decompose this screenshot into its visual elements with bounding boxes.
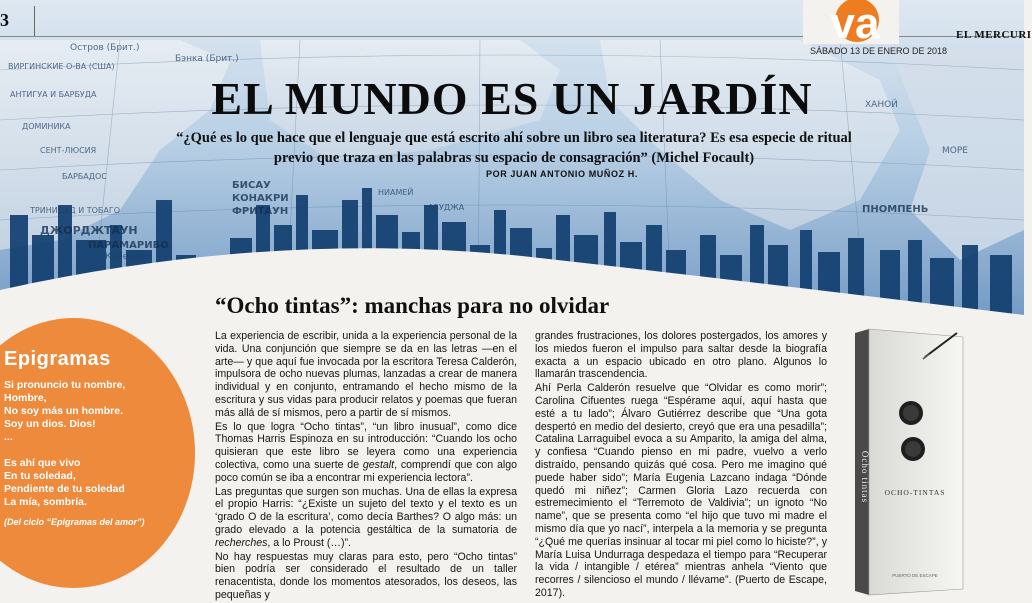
poem <box>4 379 194 509</box>
text-run-italic: gestalt <box>362 458 395 471</box>
publication-name: EL MERCURI <box>956 29 1032 41</box>
map-label: МОРЕ <box>942 146 968 156</box>
section-logo <box>803 0 899 48</box>
section-logo-text: va <box>830 0 880 48</box>
book-cover-title: OCHO-TINTAS <box>884 488 946 497</box>
map-label: ТРИНИДАД И ТОБАГО <box>30 206 121 215</box>
poem-line: ... <box>4 431 13 443</box>
map-label: БИСАУ <box>232 180 271 191</box>
sidebar-title: Epigramas <box>4 348 111 370</box>
article-paragraph: La experiencia de escribir, unida a la experiencia personal de la vida. Una conjunción que siempre se da en las letras —en el arte— y que aquí fue invocada por la escritora Teresa Calderón, impulsora de ocho nuevas plumas, lanzadas a crear de manera individual y en conjunto, entramando el hecho mismo de la escritura y sus vidas para producir relatos y poemas que fueran más allá de sí mismos, pero a partir de sí mismos. <box>215 330 517 419</box>
map-label: КОНАКРИ <box>232 193 289 204</box>
map-label: БАРБАДОС <box>62 172 107 181</box>
text-run: , a lo Proust (…)”. <box>267 536 351 549</box>
poem-line: No soy más un hombre. <box>4 405 124 417</box>
divider <box>34 6 35 36</box>
map-label: СЕНТ-ЛЮСИЯ <box>40 146 97 155</box>
poem-line: Hombre, <box>4 392 47 404</box>
map-label: ДЖОРДЖТАУН <box>40 224 138 237</box>
article-subheading: “Ocho tintas”: manchas para no olvidar <box>215 293 610 318</box>
epigramas-sidebar <box>4 348 194 527</box>
map-label: Бэнка (Брит.) <box>175 54 239 64</box>
map-label: ХАНОЙ <box>865 100 898 110</box>
book-publisher: PUERTO DE ESCAPE <box>892 573 938 578</box>
issue-date: SÁBADO 13 DE ENERO DE 2018 <box>810 46 948 56</box>
poem-line <box>4 444 194 457</box>
poem-line: Es ahí que vivo <box>4 457 81 469</box>
map-label: НИАМЕЙ <box>378 188 414 197</box>
page-title: EL MUNDO ES UN JARDÍN <box>211 73 813 124</box>
poem-line: La mía, sombría. <box>4 496 87 508</box>
article-column-1 <box>215 330 517 603</box>
map-label: АНТИГУА И БАРБУДА <box>10 90 97 99</box>
text-run: , comprendí que con algo poco común se iba a encontrar mi experiencia lectora”. <box>215 458 517 484</box>
quote-line: “¿Qué es lo que hace que el lenguaje que está escrito ahí sobre un libro sea literatura? Es esa especie de ritual <box>176 130 852 146</box>
map-label: ДОМИНИКА <box>22 122 71 131</box>
book-spine-title: Ocho tintas <box>860 450 870 504</box>
article-paragraph <box>215 486 517 550</box>
byline: POR JUAN ANTONIO MUÑOZ H. <box>485 169 638 179</box>
map-label: Остров (Брит.) <box>70 43 140 53</box>
poem-line: En tu soledad, <box>4 470 76 482</box>
text-run: Es lo que logra “Ocho tintas”, “un libro inusual”, como dice Thomas Harris Espinoza en su introducción: “Cuando los ocho quisieran que este libro se leyera como una experiencia colectiva, como una suerte de <box>215 420 517 471</box>
poem-source-note: (Del ciclo “Epigramas del amor”) <box>4 517 145 527</box>
article-paragraph <box>215 421 517 485</box>
poem-line: Soy un dios. Dios! <box>4 418 96 430</box>
map-label: ПАРАМАРИБО <box>88 240 169 251</box>
article-paragraph: No hay respuestas muy claras para esto, pero “Ocho tintas” bien podría ser considerado el resultado de un taller renacentista, donde los momentos atesorados, los deseos, las pequeñas y <box>215 550 517 601</box>
map-label: АБУДЖА <box>428 203 465 212</box>
map-label: ФРИТАУН <box>232 206 289 217</box>
article-paragraph: grandes frustraciones, los dolores postergados, los amores y los miedos fueron el impulso para saltar desde la biografía exacta a un espacio ubicado en otro plano. Algunos lo llamarán trascendencia. <box>535 330 827 381</box>
epigraph-quote <box>160 128 868 168</box>
map-label: ПНОМПЕНЬ <box>862 204 929 215</box>
article-paragraph: Ahí Perla Calderón resuelve que “Olvidar es como morir”; Carolina Cifuentes ruega “Espérame aquí, aquí hasta que esté a tu lado”; Álvaro Gutiérrez describe que “Una gota despertó en medio del desierto, creyó que era una pesadilla”; Catalina Larraguibel evoca a su Amparito, la amiga del alma, y confiesa “Cuando pienso en mi padre, vuelvo a verlo distraído, pensando quizás qué cosa. Pero me imagino qué puede haber sido”; María Eugenia Lazcano indaga “Dónde quedó mi niñez”; Carmen Gloria Lazo recuerda con estremecimiento el “Terremoto de Valdivia”; un ignoto “No name”, que se presenta como “el hijo que tuvo mi madre el mismo día que yo nací”, interpela a la memoria y se pregunta “¿Qué me querías insinuar al tocar mi piel como lo hiciste?”, y María Luisa Undurraga despedaza el tiempo para “Recuperar la vida / intangible / etérea” mientras anhela “Viento que recorres / silencioso el mundo / llévame”. (Puerto de Escape, 2017). <box>535 382 827 599</box>
poem-line: Si pronuncio tu nombre, <box>4 379 126 391</box>
text-run: Las preguntas que surgen son muchas. Una de ellas la expresa el propio Harris: “¿Existe un sujeto del texto y el texto es un ‘grado O de la escritura’, como decía Barthes? O algo más: un grado elevado a la potencia gestáltica de la sumatoria de <box>215 485 517 536</box>
map-label: Кайенна <box>105 252 146 262</box>
page-number: 3 <box>0 10 9 30</box>
article-column-2 <box>535 330 827 601</box>
map-label: ВИРГИНСКИЕ О-ВА (США) <box>8 62 115 71</box>
text-run-italic: recherches <box>215 536 268 549</box>
quote-line: previo que traza en las palabras su espacio de consagración” (Michel Focault) <box>273 150 755 166</box>
book-cover-image <box>845 327 965 597</box>
poem-line: Pendiente de tu soledad <box>4 483 125 495</box>
